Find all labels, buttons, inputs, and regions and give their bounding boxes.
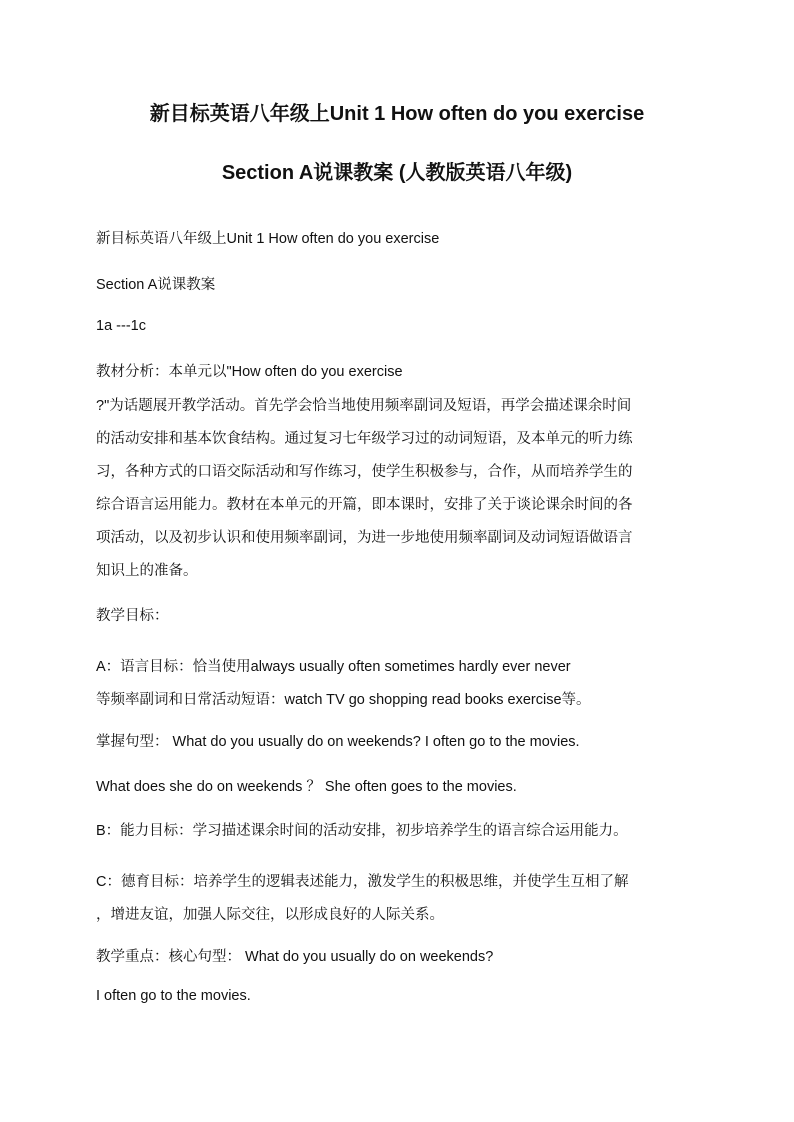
goal-b-text: B：能力目标：学习描述课余时间的活动安排，初步培养学生的语言综合运用能力。 [96,823,628,839]
goal-a [96,651,696,684]
analysis-line: 习，各种方式的口语交际活动和写作练习，使学生积极参与，合作，从而培养学生的 [96,464,633,480]
goal-c-line: ，增进友谊，加强人际交往，以形成良好的人际关系。 [96,907,444,923]
goals-heading [96,604,696,625]
key-point-2 [96,988,696,1004]
heading-unit: 新目标英语八年级上Unit 1 How often do you exercise [96,231,440,247]
key-point-2-text: I often go to the movies. [96,988,251,1004]
lesson-range [96,318,696,334]
key-point [96,945,696,966]
analysis-line: 综合语言运用能力。教材在本单元的开篇，即本课时，安排了关于谈论课余时间的各 [96,497,633,513]
analysis-paragraph-cont [96,390,696,588]
content-heading-2 [96,273,696,294]
goal-a-line: 等频率副词和日常活动短语：watch TV go shopping read books exercise等。 [96,692,591,708]
goals-heading-text: 教学目标： [96,608,169,624]
analysis-line: ?"为话题展开教学活动。首先学会恰当地使用频率副词及短语，再学会描述课余时间 [96,398,632,414]
sentence-pattern [96,730,696,751]
analysis-line: 教材分析：本单元以"How often do you exercise [96,364,403,380]
goal-b [96,819,696,840]
goal-c-line: C：德育目标：培养学生的逻辑表述能力，激发学生的积极思维，并使学生互相了解 [96,874,629,890]
sentence-pattern-2 [96,775,696,796]
range-text: 1a ---1c [96,318,146,334]
document-title-line-1: 新目标英语八年级上Unit 1 How often do you exercise [149,103,645,125]
analysis-line: 项活动，以及初步认识和使用频率副词，为进一步地使用频率副词及动词短语做语言 [96,530,633,546]
goal-a-line: A：语言目标：恰当使用always usually often sometimes hardly ever never [96,659,571,675]
heading-section: Section A说课教案 [96,277,216,293]
analysis-line: 的活动安排和基本饮食结构。通过复习七年级学习过的动词短语，及本单元的听力练 [96,431,633,447]
goal-a-cont [96,684,696,717]
key-point-text: 教学重点：核心句型： What do you usually do on weekends? [96,949,494,965]
goal-c [96,866,696,932]
content-heading-1 [96,227,696,248]
sentence-pattern-text: 掌握句型： What do you usually do on weekends? I often go to the movies. [96,734,580,750]
document-title-line-2: Section A说课教案 (人教版英语八年级) [221,162,573,184]
sentence-pattern-2-text: What does she do on weekends ？ She often goes to the movies. [96,779,517,795]
analysis-line: 知识上的准备。 [96,563,198,579]
analysis-paragraph [96,360,696,393]
